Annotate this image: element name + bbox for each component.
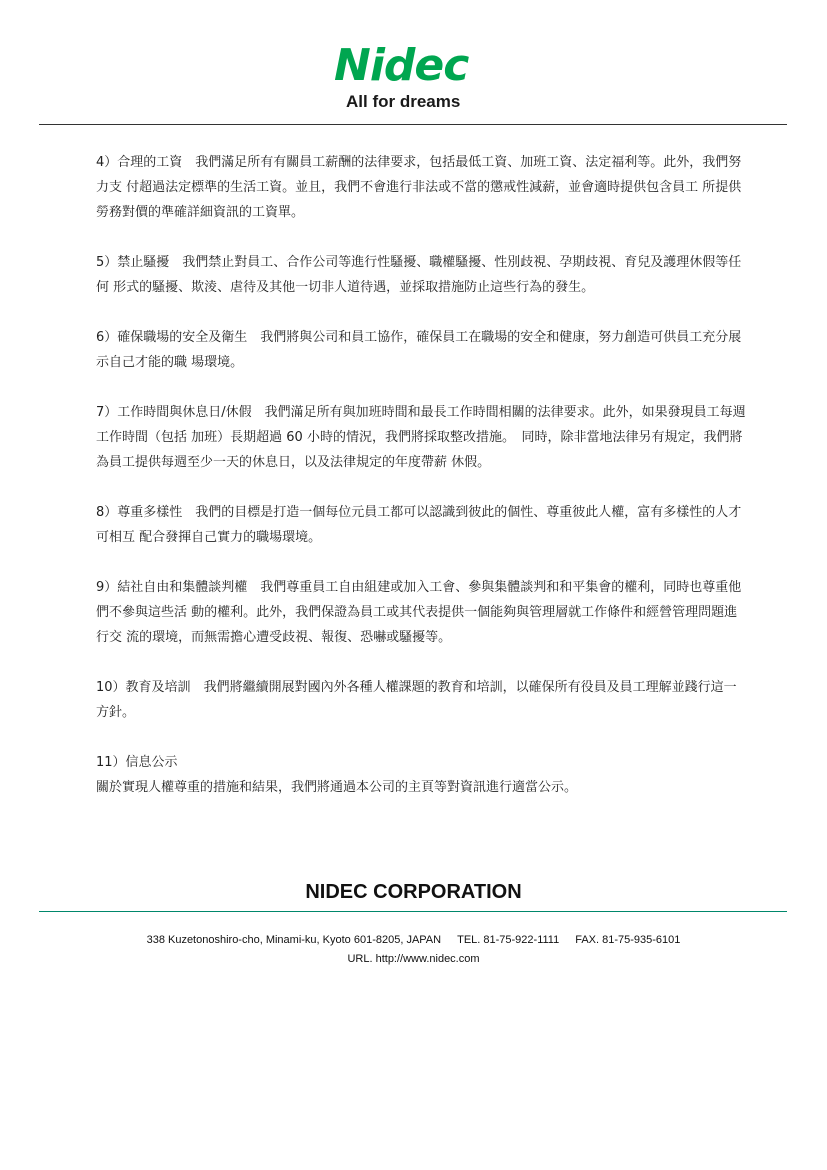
section-body: 我們尊重員工自由組建或加入工會、參與集體談判和和平集會的權利，同時也尊重他們不參與這些活 動的權利。此外，我們保證為員工或其代表提供一個能夠與管理層就工作條件和經營管理問題進行交 流的環境，而無需擔心遭受歧視、報復、恐嚇或騷擾等。 — [96, 580, 742, 645]
section-title: 7）工作時間與休息日/休假 — [96, 405, 252, 420]
section-title: 4）合理的工資 — [96, 155, 183, 170]
section-title: 6）確保職場的安全及衛生 — [96, 330, 248, 345]
section-body: 我們禁止對員工、合作公司等進行性騷擾、職權騷擾、性別歧視、孕期歧視、育兒及護理休假等任何 形式的騷擾、欺淩、虐待及其他一切非人道待遇，並採取措施防止這些行為的發生。 — [96, 255, 742, 295]
footer-divider — [39, 911, 787, 912]
footer-address: 338 Kuzetonoshiro-cho, Minami-ku, Kyoto 601-8205, JAPAN — [146, 934, 442, 946]
section-title: 11）信息公示 — [96, 755, 178, 770]
section-8 — [96, 500, 746, 550]
logo-tagline: All for dreams — [346, 92, 461, 111]
logo-wordmark: Nidec — [334, 40, 469, 91]
policy-content — [96, 150, 746, 825]
section-body: 我們將與公司和員工協作，確保員工在職場的安全和健康，努力創造可供員工充分展示自己才能的職 場環境。 — [96, 330, 742, 370]
section-body: 我們的目標是打造一個每位元員工都可以認識到彼此的個性、尊重彼此人權，富有多樣性的人才可相互 配合發揮自己實力的職場環境。 — [96, 505, 742, 545]
section-body: 我們將繼續開展對國內外各種人權課題的教育和培訓，以確保所有役員及員工理解並踐行這一方針。 — [96, 680, 737, 720]
section-body: 我們滿足所有有關員工薪酬的法律要求，包括最低工資、加班工資、法定福利等。此外，我們努力支 付超過法定標準的生活工資。並且，我們不會進行非法或不當的懲戒性減薪，並會適時提供包含員工 所提供勞務對價的準確詳細資訊的工資單。 — [96, 155, 742, 220]
section-title: 10）教育及培訓 — [96, 680, 191, 695]
section-7 — [96, 400, 746, 475]
section-body: 關於實現人權尊重的措施和結果，我們將通過本公司的主頁等對資訊進行適當公示。 — [96, 780, 578, 795]
footer-company-name: NIDEC CORPORATION — [305, 881, 522, 903]
footer-tel: TEL. 81-75-922-1111 — [457, 934, 560, 946]
section-6 — [96, 325, 746, 375]
section-10 — [96, 675, 746, 725]
footer-fax: FAX. 81-75-935-6101 — [575, 934, 681, 946]
section-title: 5）禁止騷擾 — [96, 255, 170, 270]
nidec-logo — [330, 40, 500, 116]
header-divider — [39, 124, 787, 125]
section-9 — [96, 575, 746, 650]
section-4 — [96, 150, 746, 225]
section-body: 我們滿足所有與加班時間和最長工作時間相關的法律要求。此外，如果發現員工每週工作時間（包括 加班）長期超過 60 小時的情況，我們將採取整改措施。 同時，除非當地法律另有規定，我們將為員工提供每週至少一天的休息日，以及法律規定的年度帶薪 休假。 — [96, 405, 746, 470]
footer-contact-line — [0, 932, 827, 948]
section-title: 9）結社自由和集體談判權 — [96, 580, 248, 595]
footer-url: URL. http://www.nidec.com — [347, 953, 480, 965]
section-11 — [96, 750, 746, 800]
section-title: 8）尊重多樣性 — [96, 505, 183, 520]
section-5 — [96, 250, 746, 300]
